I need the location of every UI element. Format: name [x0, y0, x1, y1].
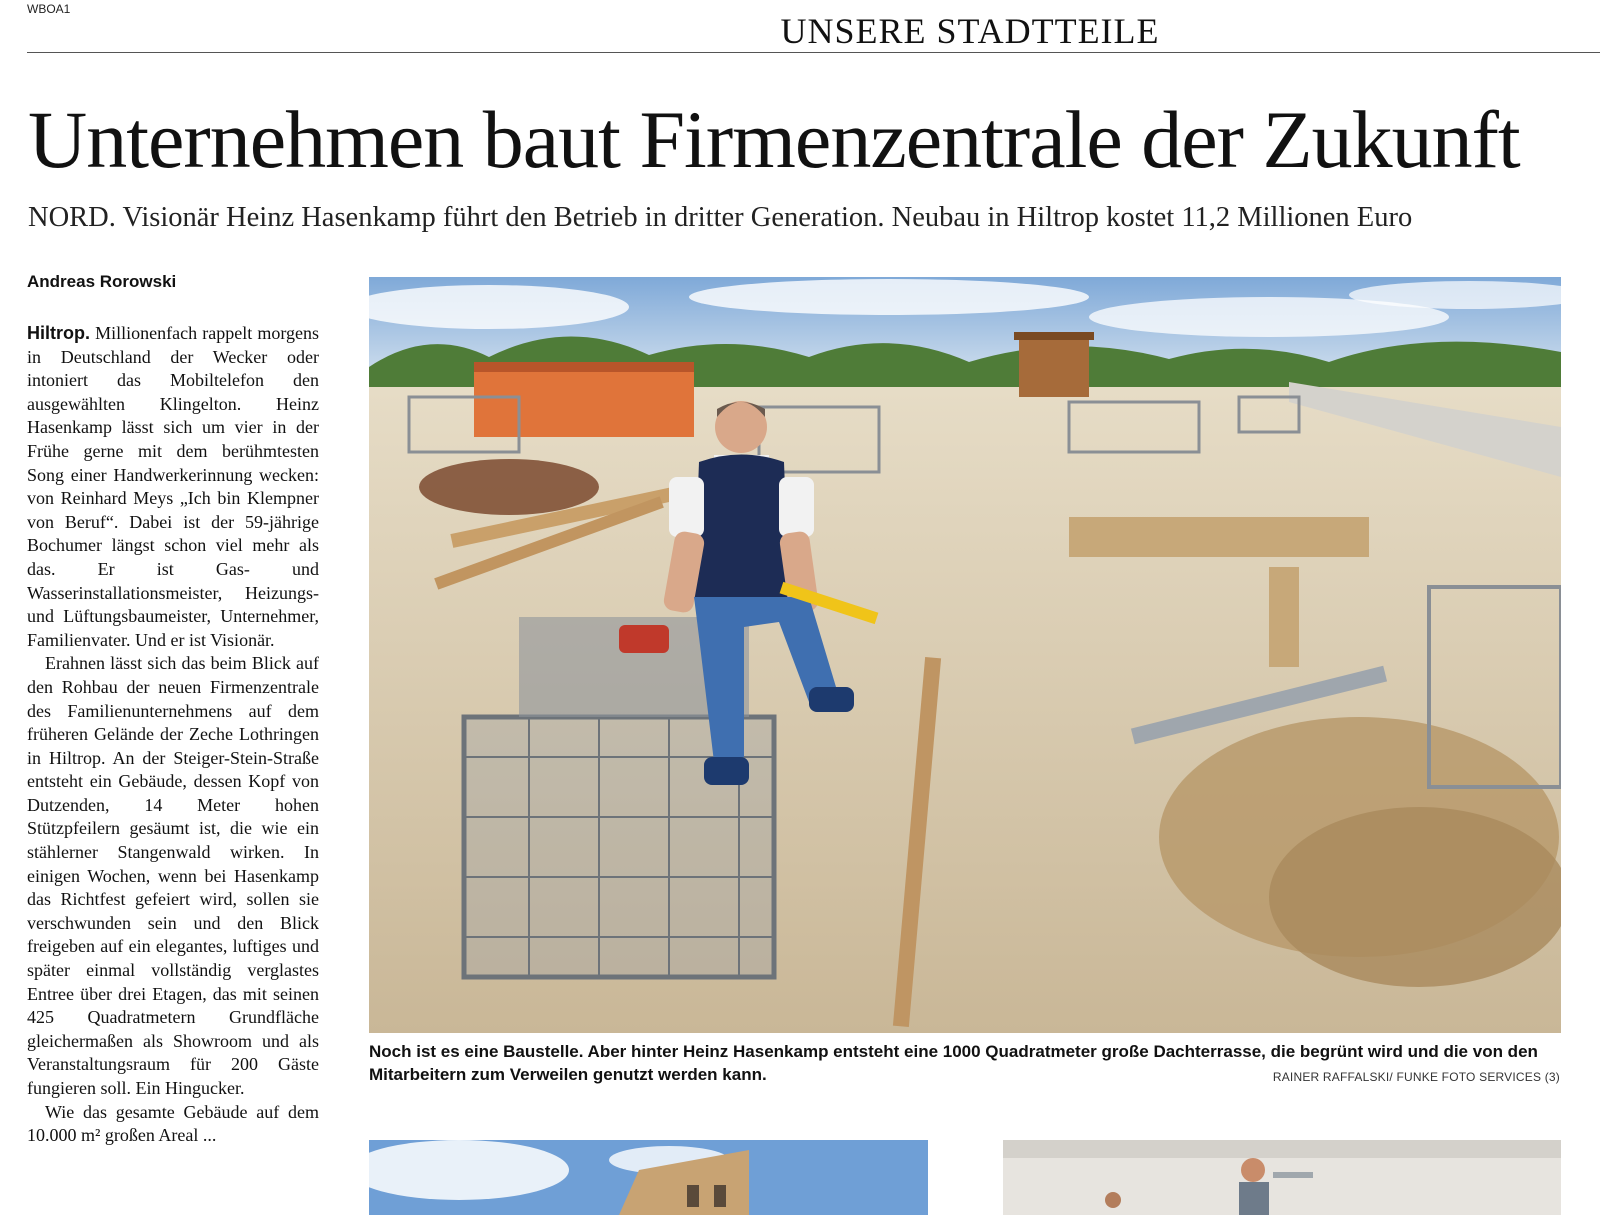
paragraph-text: Millionenfach rappelt morgens in Deutschland der Wecker oder intoniert das Mobiltelefon den ausgewählten Klingelton. Heinz Hasenkamp lässt sich um vier in der Frühe gerne mit dem berühmtesten Song einer Handwerkerinnung wecken: von Reinhard Meys „Ich bin Klempner von Beruf“. Dabei ist der 59-jährige Bochumer längst schon viel mehr als das. Er ist Gas- und Wasserinstallationsmeister, Heizungs- und Lüftungsbaumeister, Unternehmer, Familienvater. Und er ist Visionär. — [27, 323, 319, 650]
article-paragraph: Erahnen lässt sich das beim Blick auf den Rohbau der neuen Firmenzentrale des Familienunternehmens auf dem früheren Gelände der Zeche Lothringen in Hiltrop. An der Steiger-Stein-Straße entsteht ein Gebäude, dessen Kopf von Dutzenden, 14 Meter hohen Stützpfeilern gesäumt ist, die wie ein stählerner Stangenwald wirken. In einigen Wochen, wenn bei Hasenkamp das Richtfest gefeiert wird, sollen sie verschwunden sein und den Blick freigeben auf ein elegantes, luftiges und später einmal vollständig verglastes Entree über drei Etagen, das mit seinen 425 Quadratmetern Grundfläche gleichermaßen als Showroom und als Veranstaltungsraum für 200 Gäste fungieren soll. Ein Hingucker. — [27, 653, 319, 1098]
secondary-photo-workers — [1003, 1140, 1561, 1215]
photo-credit: RAINER RAFFALSKI/ FUNKE FOTO SERVICES (3) — [1272, 1070, 1560, 1084]
main-photo — [369, 277, 1561, 1033]
secondary-photo-building — [369, 1140, 928, 1215]
article-body — [27, 322, 319, 1148]
article-subheadline: NORD. Visionär Heinz Hasenkamp führt den Betrieb in dritter Generation. Neubau in Hiltrop kostet 11,2 Millionen Euro — [28, 202, 1413, 233]
photo-caption: Noch ist es eine Baustelle. Aber hinter Heinz Hasenkamp entsteht eine 1000 Quadratmeter große Dachterrasse, die begrünt wird und die von den Mitarbeitern zum Verweilen genutzt werden kann. — [369, 1042, 1538, 1084]
article-byline: Andreas Rorowski — [27, 272, 177, 291]
article-paragraph — [27, 322, 319, 652]
construction-site-photo — [369, 277, 1561, 1033]
article-paragraph: Wie das gesamte Gebäude auf dem 10.000 m² großen Areal ... — [27, 1101, 319, 1146]
article-headline: Unternehmen baut Firmenzentrale der Zukunft — [28, 94, 1520, 185]
section-rule — [27, 52, 1600, 53]
page-code: WBOA1 — [27, 2, 71, 16]
article-dateline: Hiltrop. — [27, 323, 90, 343]
section-title: UNSERE STADTTEILE — [780, 11, 1160, 51]
